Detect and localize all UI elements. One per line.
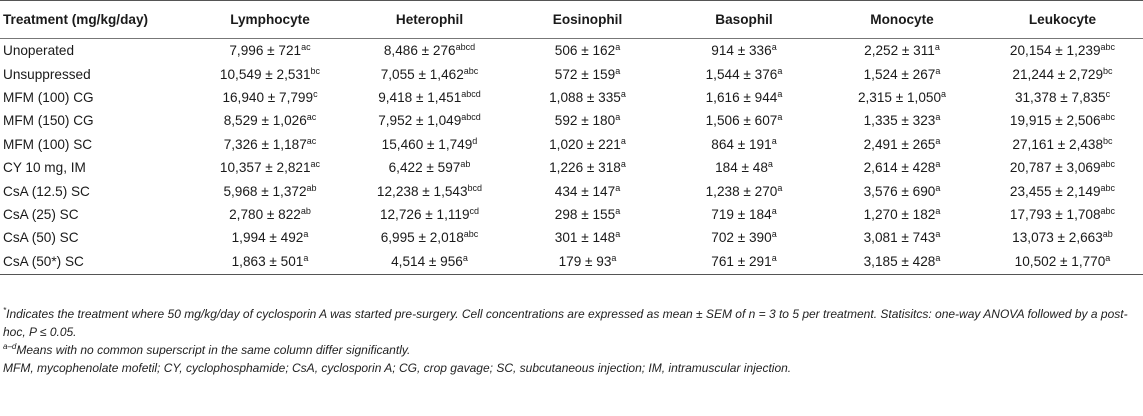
table-row <box>0 250 1143 275</box>
significance-superscript: a <box>303 229 309 240</box>
significance-superscript: a <box>620 135 626 146</box>
mean-sem-value: 179 ± 93 <box>558 254 612 270</box>
significance-superscript: a <box>615 65 621 76</box>
significance-superscript: c <box>1105 88 1111 99</box>
significance-superscript: a <box>620 88 626 99</box>
mean-sem-value: 1,238 ± 270 <box>705 183 778 199</box>
mean-sem-value: 7,952 ± 1,049 <box>378 113 462 129</box>
treatment-cell: MFM (100) CG <box>3 89 94 105</box>
mean-sem-value: 9,418 ± 1,451 <box>378 89 462 105</box>
mean-sem-value: 1,226 ± 318 <box>549 160 621 176</box>
significance-superscript: abc <box>1100 112 1116 123</box>
significance-superscript: a <box>615 229 621 240</box>
value-cell <box>666 226 822 249</box>
significance-superscript: ac <box>306 135 317 146</box>
mean-sem-value: 3,185 ± 428 <box>863 254 936 270</box>
table-row <box>0 39 1143 63</box>
mean-sem-value: 914 ± 336 <box>711 43 772 59</box>
value-cell <box>822 109 982 132</box>
mean-sem-value: 31,378 ± 7,835 <box>1014 89 1106 105</box>
mean-sem-value: 719 ± 184 <box>711 206 772 222</box>
value-cell <box>822 226 982 249</box>
value-cell <box>190 109 350 132</box>
value-cell <box>509 86 666 109</box>
value-cell <box>350 156 509 179</box>
header-row <box>0 1 1143 39</box>
value-cell <box>350 203 509 226</box>
mean-sem-value: 572 ± 159 <box>554 66 616 82</box>
superscript-note-text: Means with no common superscript in the same column differ significantly. <box>16 343 411 357</box>
mean-sem-value: 1,506 ± 607 <box>705 113 778 129</box>
mean-sem-value: 301 ± 148 <box>554 230 616 246</box>
mean-sem-value: 8,529 ± 1,026 <box>223 113 307 129</box>
significance-superscript: a <box>935 229 941 240</box>
superscript-range-mark: a–d <box>3 342 17 351</box>
asterisk-note-text: Indicates the treatment where 50 mg/kg/day of cyclosporin A was started pre-surgery. Cell concentrations are expressed as mean ± SEM of n = 3 to 5 per treatment. Statisitcs: one-way ANOVA followed by a post-hoc, P ≤ 0.05. <box>3 307 1128 339</box>
significance-superscript: ab <box>460 159 471 170</box>
value-cell <box>822 39 982 63</box>
significance-superscript: ac <box>310 159 321 170</box>
mean-sem-value: 15,460 ± 1,749 <box>381 136 473 152</box>
value-cell <box>666 39 822 63</box>
mean-sem-value: 10,357 ± 2,821 <box>219 160 311 176</box>
significance-superscript: c <box>313 88 318 99</box>
significance-superscript: a <box>771 42 777 53</box>
significance-superscript: abc <box>463 65 479 76</box>
value-cell <box>666 179 822 202</box>
significance-superscript: a <box>934 42 940 53</box>
treatment-cell: MFM (100) SC <box>3 136 93 152</box>
value-cell <box>822 133 982 156</box>
treatment-cell: Unoperated <box>3 43 75 59</box>
table-header <box>0 1 1143 39</box>
significance-superscript: a <box>935 253 941 264</box>
footnote-abbreviations: MFM, mycophenolate mofetil; CY, cyclophosphamide; CsA, cyclosporin A; CG, crop gavage; SC, subcutaneous injection; IM, intramuscular injection. <box>3 361 792 375</box>
value-cell <box>509 133 666 156</box>
significance-superscript: abcd <box>455 42 476 53</box>
value-cell <box>509 250 666 275</box>
value-cell <box>350 39 509 63</box>
mean-sem-value: 20,787 ± 3,069 <box>1009 160 1101 176</box>
value-cell <box>822 62 982 85</box>
value-cell <box>822 203 982 226</box>
value-cell <box>190 39 350 63</box>
mean-sem-value: 1,616 ± 944 <box>705 89 778 105</box>
mean-sem-value: 1,524 ± 267 <box>863 66 936 82</box>
significance-superscript: bc <box>1103 135 1113 146</box>
column-header-basophil: Basophil <box>666 1 822 39</box>
significance-superscript: abc <box>1100 159 1116 170</box>
value-cell <box>509 203 666 226</box>
significance-superscript: a <box>1105 253 1111 264</box>
significance-superscript: a <box>615 182 621 193</box>
significance-superscript: a <box>771 205 777 216</box>
mean-sem-value: 702 ± 390 <box>711 230 772 246</box>
significance-superscript: a <box>935 159 941 170</box>
value-cell <box>982 133 1143 156</box>
value-cell <box>666 203 822 226</box>
mean-sem-value: 12,238 ± 1,543 <box>376 183 468 199</box>
significance-superscript: abc <box>1100 42 1116 53</box>
mean-sem-value: 16,940 ± 7,799 <box>222 89 314 105</box>
mean-sem-value: 10,549 ± 2,531 <box>219 66 311 82</box>
value-cell <box>190 250 350 275</box>
mean-sem-value: 21,244 ± 2,729 <box>1012 66 1104 82</box>
significance-superscript: a <box>611 253 617 264</box>
mean-sem-value: 2,614 ± 428 <box>863 160 936 176</box>
table-row <box>0 226 1143 249</box>
value-cell <box>982 203 1143 226</box>
significance-superscript: a <box>935 65 941 76</box>
value-cell <box>982 109 1143 132</box>
treatment-cell: CsA (50) SC <box>3 230 79 246</box>
mean-sem-value: 434 ± 147 <box>554 183 616 199</box>
value-cell <box>350 250 509 275</box>
significance-superscript: a <box>771 135 777 146</box>
treatment-cell: CsA (25) SC <box>3 206 79 222</box>
significance-superscript: ab <box>1102 229 1113 240</box>
mean-sem-value: 1,088 ± 335 <box>549 89 621 105</box>
significance-superscript: a <box>615 112 621 123</box>
significance-superscript: a <box>777 182 783 193</box>
value-cell <box>350 86 509 109</box>
significance-superscript: a <box>935 182 941 193</box>
table-row <box>0 203 1143 226</box>
value-cell <box>982 156 1143 179</box>
treatment-cell: CsA (12.5) SC <box>3 183 90 199</box>
column-header-treatment: Treatment (mg/kg/day) <box>0 1 190 39</box>
value-cell <box>350 109 509 132</box>
table-row <box>0 86 1143 109</box>
mean-sem-value: 27,161 ± 2,438 <box>1012 136 1104 152</box>
significance-superscript: a <box>777 65 783 76</box>
value-cell <box>666 109 822 132</box>
mean-sem-value: 13,073 ± 2,663 <box>1012 230 1103 246</box>
significance-superscript: abcd <box>461 112 481 123</box>
significance-superscript: a <box>462 253 468 264</box>
mean-sem-value: 5,968 ± 1,372 <box>223 183 307 199</box>
mean-sem-value: 184 ± 48 <box>715 160 768 176</box>
significance-superscript: bc <box>310 65 321 76</box>
value-cell <box>350 133 509 156</box>
value-cell <box>190 62 350 85</box>
value-cell <box>666 133 822 156</box>
mean-sem-value: 1,544 ± 376 <box>705 66 778 82</box>
mean-sem-value: 17,793 ± 1,708 <box>1009 206 1101 222</box>
mean-sem-value: 2,252 ± 311 <box>864 43 935 59</box>
footnote-asterisk <box>3 305 1138 341</box>
value-cell <box>982 226 1143 249</box>
value-cell <box>350 179 509 202</box>
value-cell <box>666 86 822 109</box>
mean-sem-value: 2,315 ± 1,050 <box>857 89 942 105</box>
table-body <box>0 39 1143 275</box>
value-cell <box>666 62 822 85</box>
value-cell <box>509 179 666 202</box>
value-cell <box>509 62 666 85</box>
table-row <box>0 62 1143 85</box>
value-cell <box>822 86 982 109</box>
value-cell <box>982 250 1143 275</box>
mean-sem-value: 6,422 ± 597 <box>388 160 461 176</box>
significance-superscript: abc <box>463 229 479 240</box>
significance-superscript: a <box>767 159 773 170</box>
footnote-superscripts <box>3 341 1138 359</box>
mean-sem-value: 23,455 ± 2,149 <box>1009 183 1101 199</box>
significance-superscript: ab <box>300 205 311 216</box>
value-cell <box>666 250 822 275</box>
value-cell <box>190 86 350 109</box>
value-cell <box>509 156 666 179</box>
value-cell <box>822 250 982 275</box>
table-row <box>0 133 1143 156</box>
significance-superscript: a <box>303 253 309 264</box>
column-header-leukocyte: Leukocyte <box>982 1 1143 39</box>
table-footnotes <box>3 305 1138 377</box>
mean-sem-value: 506 ± 162 <box>554 43 616 59</box>
significance-superscript: a <box>771 229 777 240</box>
significance-superscript: a <box>941 88 947 99</box>
significance-superscript: a <box>935 112 941 123</box>
significance-superscript: abc <box>1100 205 1116 216</box>
mean-sem-value: 2,780 ± 822 <box>229 206 301 222</box>
significance-superscript: a <box>620 159 626 170</box>
value-cell <box>190 133 350 156</box>
column-header-heterophil: Heterophil <box>350 1 509 39</box>
significance-superscript: a <box>777 88 783 99</box>
mean-sem-value: 864 ± 191 <box>711 136 772 152</box>
treatment-cell: CsA (50*) SC <box>0 250 190 275</box>
value-cell <box>190 226 350 249</box>
significance-superscript: ac <box>301 42 311 53</box>
value-cell <box>982 39 1143 63</box>
mean-sem-value: 592 ± 180 <box>554 113 616 129</box>
mean-sem-value: 761 ± 291 <box>711 254 772 270</box>
significance-superscript: abc <box>1100 182 1116 193</box>
mean-sem-value: 3,081 ± 743 <box>863 230 936 246</box>
table-row <box>0 109 1143 132</box>
mean-sem-value: 1,335 ± 323 <box>863 113 936 129</box>
value-cell <box>190 179 350 202</box>
treatment-cell: MFM (150) CG <box>3 113 94 129</box>
value-cell <box>982 86 1143 109</box>
significance-superscript: a <box>771 253 777 264</box>
significance-superscript: d <box>472 135 478 146</box>
mean-sem-value: 1,270 ± 182 <box>863 206 936 222</box>
significance-superscript: a <box>615 205 621 216</box>
mean-sem-value: 12,726 ± 1,119 <box>379 206 470 222</box>
value-cell <box>982 179 1143 202</box>
mean-sem-value: 2,491 ± 265 <box>863 136 936 152</box>
value-cell <box>509 109 666 132</box>
table-row <box>0 179 1143 202</box>
value-cell <box>350 62 509 85</box>
significance-superscript: abcd <box>461 88 481 99</box>
mean-sem-value: 7,996 ± 721 <box>229 43 302 59</box>
treatment-cell: CY 10 mg, IM <box>3 160 86 176</box>
mean-sem-value: 7,326 ± 1,187 <box>223 136 307 152</box>
mean-sem-value: 20,154 ± 1,239 <box>1009 43 1101 59</box>
mean-sem-value: 4,514 ± 956 <box>391 254 463 270</box>
mean-sem-value: 10,502 ± 1,770 <box>1014 254 1106 270</box>
mean-sem-value: 8,486 ± 276 <box>383 43 456 59</box>
significance-superscript: a <box>777 112 783 123</box>
mean-sem-value: 6,995 ± 2,018 <box>380 230 464 246</box>
significance-superscript: a <box>615 42 621 53</box>
value-cell <box>666 156 822 179</box>
asterisk-mark: * <box>3 306 7 315</box>
table-row <box>0 156 1143 179</box>
significance-superscript: bc <box>1103 65 1113 76</box>
column-header-lymphocyte: Lymphocyte <box>190 1 350 39</box>
significance-superscript: bcd <box>467 182 483 193</box>
significance-superscript: a <box>935 135 941 146</box>
value-cell <box>190 156 350 179</box>
treatment-cell: Unsuppressed <box>3 66 91 82</box>
mean-sem-value: 3,576 ± 690 <box>863 183 936 199</box>
value-cell <box>822 156 982 179</box>
mean-sem-value: 7,055 ± 1,462 <box>380 66 464 82</box>
mean-sem-value: 1,020 ± 221 <box>549 136 621 152</box>
column-header-eosinophil: Eosinophil <box>509 1 666 39</box>
value-cell <box>350 226 509 249</box>
column-header-monocyte: Monocyte <box>822 1 982 39</box>
mean-sem-value: 298 ± 155 <box>554 206 616 222</box>
significance-superscript: ab <box>306 182 317 193</box>
mean-sem-value: 1,863 ± 501 <box>231 254 304 270</box>
significance-superscript: cd <box>469 205 480 216</box>
value-cell <box>190 203 350 226</box>
value-cell <box>509 39 666 63</box>
value-cell <box>822 179 982 202</box>
significance-superscript: a <box>935 205 941 216</box>
value-cell <box>509 226 666 249</box>
significance-superscript: ac <box>306 112 317 123</box>
mean-sem-value: 1,994 ± 492 <box>231 230 304 246</box>
mean-sem-value: 19,915 ± 2,506 <box>1009 113 1101 129</box>
value-cell <box>982 62 1143 85</box>
